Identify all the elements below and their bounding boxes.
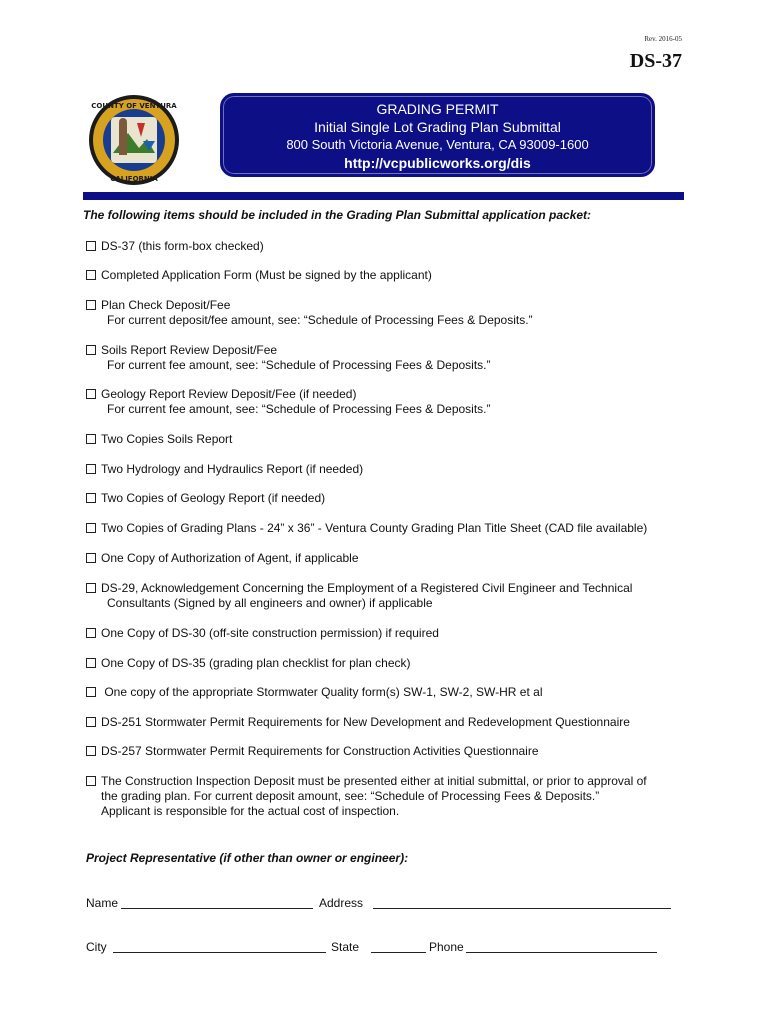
checkbox[interactable] [86,687,96,697]
county-seal-icon [83,93,185,188]
checklist-item-label: Completed Application Form (Must be signed by the applicant) [101,268,432,282]
header-divider [83,192,684,200]
checklist-item [86,343,491,373]
name-label: Name [86,896,119,910]
checkbox[interactable] [86,464,96,474]
checklist-item [86,239,264,254]
checklist-item-label: DS-29, Acknowledgement Concerning the Employment of a Registered Civil Engineer and Technical [101,581,633,595]
checkbox[interactable] [86,746,96,756]
checklist-item-label: One Copy of Authorization of Agent, if applicable [101,551,359,565]
checklist-item [86,298,533,328]
checkbox[interactable] [86,523,96,533]
checkbox[interactable] [86,300,96,310]
checklist-item [86,432,232,447]
checklist-item-detail: the grading plan. For current deposit amount, see: “Schedule of Processing Fees & Deposits.” [101,789,600,803]
checklist-item [86,774,647,819]
address-field[interactable] [373,908,671,909]
checklist-item-detail: Consultants (Signed by all engineers and owner) if applicable [107,596,433,610]
checklist-item-label: Soils Report Review Deposit/Fee [101,343,278,357]
checklist-item-label: The Construction Inspection Deposit must be presented either at initial submittal, or prior to approval of [101,774,647,788]
phone-field[interactable] [466,952,657,953]
checklist-item [86,521,647,536]
checklist-item-detail: For current deposit/fee amount, see: “Schedule of Processing Fees & Deposits.” [107,313,533,327]
title-banner [220,93,655,177]
banner-address: 800 South Victoria Avenue, Ventura, CA 93009-1600 [286,137,589,152]
checkbox[interactable] [86,270,96,280]
checklist-item [86,268,432,283]
checklist-item [86,551,359,566]
checkbox[interactable] [86,717,96,727]
checklist-item-label: Two Copies of Geology Report (if needed) [101,491,326,505]
state-label: State [331,940,360,954]
checkbox[interactable] [86,241,96,251]
checkbox[interactable] [86,434,96,444]
checklist-item-label: DS-251 Stormwater Permit Requirements for New Development and Redevelopment Questionnaire [101,715,630,729]
checklist-item [86,715,630,730]
checkbox[interactable] [86,493,96,503]
checklist-item [86,387,491,417]
checklist-item-label: One Copy of DS-30 (off-site construction permission) if required [101,626,439,640]
checklist-item-label: Two Copies Soils Report [101,432,233,446]
banner-title: GRADING PERMIT [376,101,499,117]
address-label: Address [319,896,364,910]
form-number: DS-37 [629,50,682,72]
checklist-item [86,626,439,641]
seal-text-top: COUNTY OF VENTURA [91,102,177,110]
checkbox[interactable] [86,389,96,399]
seal-text-bottom: CALIFORNIA [110,175,158,183]
checklist-item-label: Geology Report Review Deposit/Fee (if needed) [101,387,357,401]
checkbox[interactable] [86,628,96,638]
checkbox[interactable] [86,776,96,786]
checklist-item [86,581,632,611]
checkbox[interactable] [86,553,96,563]
banner-url[interactable]: http://vcpublicworks.org/dis [344,155,531,171]
checklist-item-label: DS-37 (this form-box checked) [101,239,264,253]
phone-label: Phone [429,940,464,954]
checklist-item-detail: For current fee amount, see: “Schedule of Processing Fees & Deposits.” [107,402,491,416]
checklist-item-detail: For current fee amount, see: “Schedule of Processing Fees & Deposits.” [107,358,491,372]
state-field[interactable] [371,952,426,953]
intro-text: The following items should be included in the Grading Plan Submittal application packet: [83,208,592,222]
checklist-item-label: One Copy of DS-35 (grading plan checklist for plan check) [101,656,411,670]
banner-subtitle: Initial Single Lot Grading Plan Submittal [314,119,561,135]
checkbox[interactable] [86,658,96,668]
checklist-item-label: Two Copies of Grading Plans - 24” x 36” - Ventura County Grading Plan Title Sheet (CAD file available) [101,521,648,535]
name-field[interactable] [121,908,313,909]
checklist-item [86,491,325,506]
city-field[interactable] [113,952,326,953]
checklist-item [86,685,542,700]
checkbox[interactable] [86,345,96,355]
checkbox[interactable] [86,583,96,593]
checklist-item [86,462,363,477]
checklist-item-detail: Applicant is responsible for the actual cost of inspection. [101,804,400,818]
city-label: City [86,940,107,954]
revision-label: Rev. 2016-05 [644,35,682,43]
representative-heading: Project Representative (if other than owner or engineer): [86,851,409,865]
checklist-item-label: Two Hydrology and Hydraulics Report (if needed) [101,462,364,476]
checklist-item-label: DS-257 Stormwater Permit Requirements for Construction Activities Questionnaire [101,744,539,758]
checklist-item-label: Plan Check Deposit/Fee [101,298,231,312]
checklist-item-label: One copy of the appropriate Stormwater Quality form(s) SW-1, SW-2, SW-HR et al [101,685,543,699]
checklist-item [86,744,539,759]
checklist-item [86,656,411,671]
